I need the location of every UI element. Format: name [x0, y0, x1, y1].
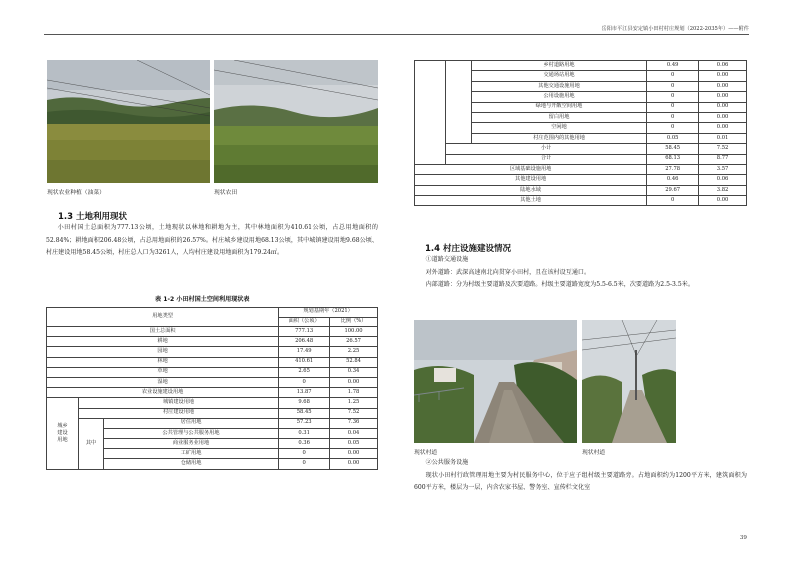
table-row: 公共管理与公共服务用地 0.31 0.04	[47, 428, 378, 438]
running-header: 岳阳市平江县安定镇小田村村庄规划（2022-2035年）——附件	[601, 26, 749, 32]
section-heading: 1.3 土地利用现状	[58, 212, 128, 222]
sub-cell	[445, 61, 471, 144]
table-caption: 表 1-2 小田村国土空间利用现状表	[155, 296, 250, 303]
table-row: 商业服务业用地 0.36 0.05	[47, 439, 378, 449]
table-row: 公用设施用地 0 0.00	[415, 92, 747, 102]
table-row: 耕地 206.48 26.57	[47, 337, 378, 347]
table-row: 其他土地 0 0.00	[415, 196, 747, 206]
page-number: 39	[739, 535, 747, 541]
group-label: 城乡建设用地	[47, 398, 79, 469]
table-row: 留白用地 0 0.00	[415, 112, 747, 122]
photo-village-road-2	[582, 320, 676, 443]
table-row: 城乡建设用地 城镇建设用地 9.68 1.25	[47, 398, 378, 408]
table-row: 国土总面积 777.13 100.00	[47, 327, 378, 337]
header-divider	[44, 34, 749, 35]
table-row: 交通场站用地 0 0.00	[415, 71, 747, 81]
figure-caption: 现状村道	[582, 450, 606, 456]
figure-caption: 现状农业种植（油菜）	[47, 190, 105, 196]
table-row: 农业设施建设用地 13.87 1.78	[47, 388, 378, 398]
paragraph-text: 内部道路：分为村级主要道路及次要道路。村级主要道路宽度为5.5-6.5米，次要道路为2.5-3.5米。	[425, 281, 694, 289]
table-row: 空闲地 0 0.00	[415, 123, 747, 133]
table-row: 村庄范围内的其他用地 0.05 0.01	[415, 133, 747, 143]
figure-caption: 现状农田	[214, 190, 238, 196]
table-row: 其他交通设施用地 0 0.00	[415, 81, 747, 91]
table-row: 林地 410.61 52.84	[47, 357, 378, 367]
table-row: 合计 68.13 8.77	[415, 154, 747, 164]
table-row: 陆地水域 29.67 3.82	[415, 185, 747, 195]
paragraph	[414, 457, 747, 495]
table-row: 其他建设用地 0.46 0.06	[415, 175, 747, 185]
list-item-heading: ②公共服务设施	[425, 459, 469, 466]
table-row: 小计 58.45 7.52	[415, 144, 747, 154]
group-cell	[415, 61, 446, 165]
header-cell: 规划基期年（2021）	[279, 308, 378, 318]
table-row: 乡村道路用地 0.49 0.06	[415, 61, 747, 71]
list-item-heading: ①道路交通设施	[425, 256, 469, 263]
table-row: 园地 17.49 2.25	[47, 347, 378, 357]
table-row: 区域基础设施用地 27.78 3.57	[415, 164, 747, 174]
paragraph-text: 现状小田村行政管理用地主要为村民服务中心，位于应子组村级主要道路旁。占地面积约为1200平方米，建筑面积为600平方米，楼层为一层，内含农家书屋、警务室、宣传栏文化室	[414, 471, 747, 492]
sub-label: 其中	[78, 418, 103, 469]
land-use-table-continued	[414, 60, 747, 206]
photo-village-road	[414, 320, 577, 443]
figure-caption: 现状村道	[414, 450, 438, 456]
table-row: 其中 居住用地 57.23 7.36	[47, 418, 378, 428]
table-row: 湿地 0 0.00	[47, 377, 378, 387]
paragraph	[414, 254, 747, 292]
photo-rapeseed-field	[47, 60, 210, 183]
table-row: 工矿用地 0 0.00	[47, 449, 378, 459]
table-row: 仓储用地 0 0.00	[47, 459, 378, 469]
paragraph	[46, 222, 378, 260]
table-row: 绿地与开敞空间用地 0 0.00	[415, 102, 747, 112]
photo-farmland	[214, 60, 378, 183]
header-cell: 比例（%）	[330, 317, 378, 327]
header-cell: 用地类型	[47, 308, 279, 327]
section-heading: 1.4 村庄设施建设情况	[425, 244, 512, 254]
paragraph-text: 小田村国土总面积为777.13公顷，土地现状以林地和耕地为主，其中林地面积为410.61公顷，占总用地面积的52.84%；耕地面积206.48公顷，占总用地面积的26.57%。村庄城乡建设用地68.13公顷，其中城镇建设用地9.68公顷、村庄建设用地58.45公顷，村庄总人口为3261人，人均村庄建设用地面积为179.24㎡。	[46, 224, 378, 257]
table-row: 村庄建设用地 58.45 7.52	[47, 408, 378, 418]
header-cell: 面积（公顷）	[279, 317, 330, 327]
paragraph-text: 对外道路：武深高速南北向贯穿小田村，且在该村设互通口。	[425, 268, 591, 276]
land-use-table	[46, 307, 378, 470]
table-row: 草地 2.65 0.34	[47, 367, 378, 377]
